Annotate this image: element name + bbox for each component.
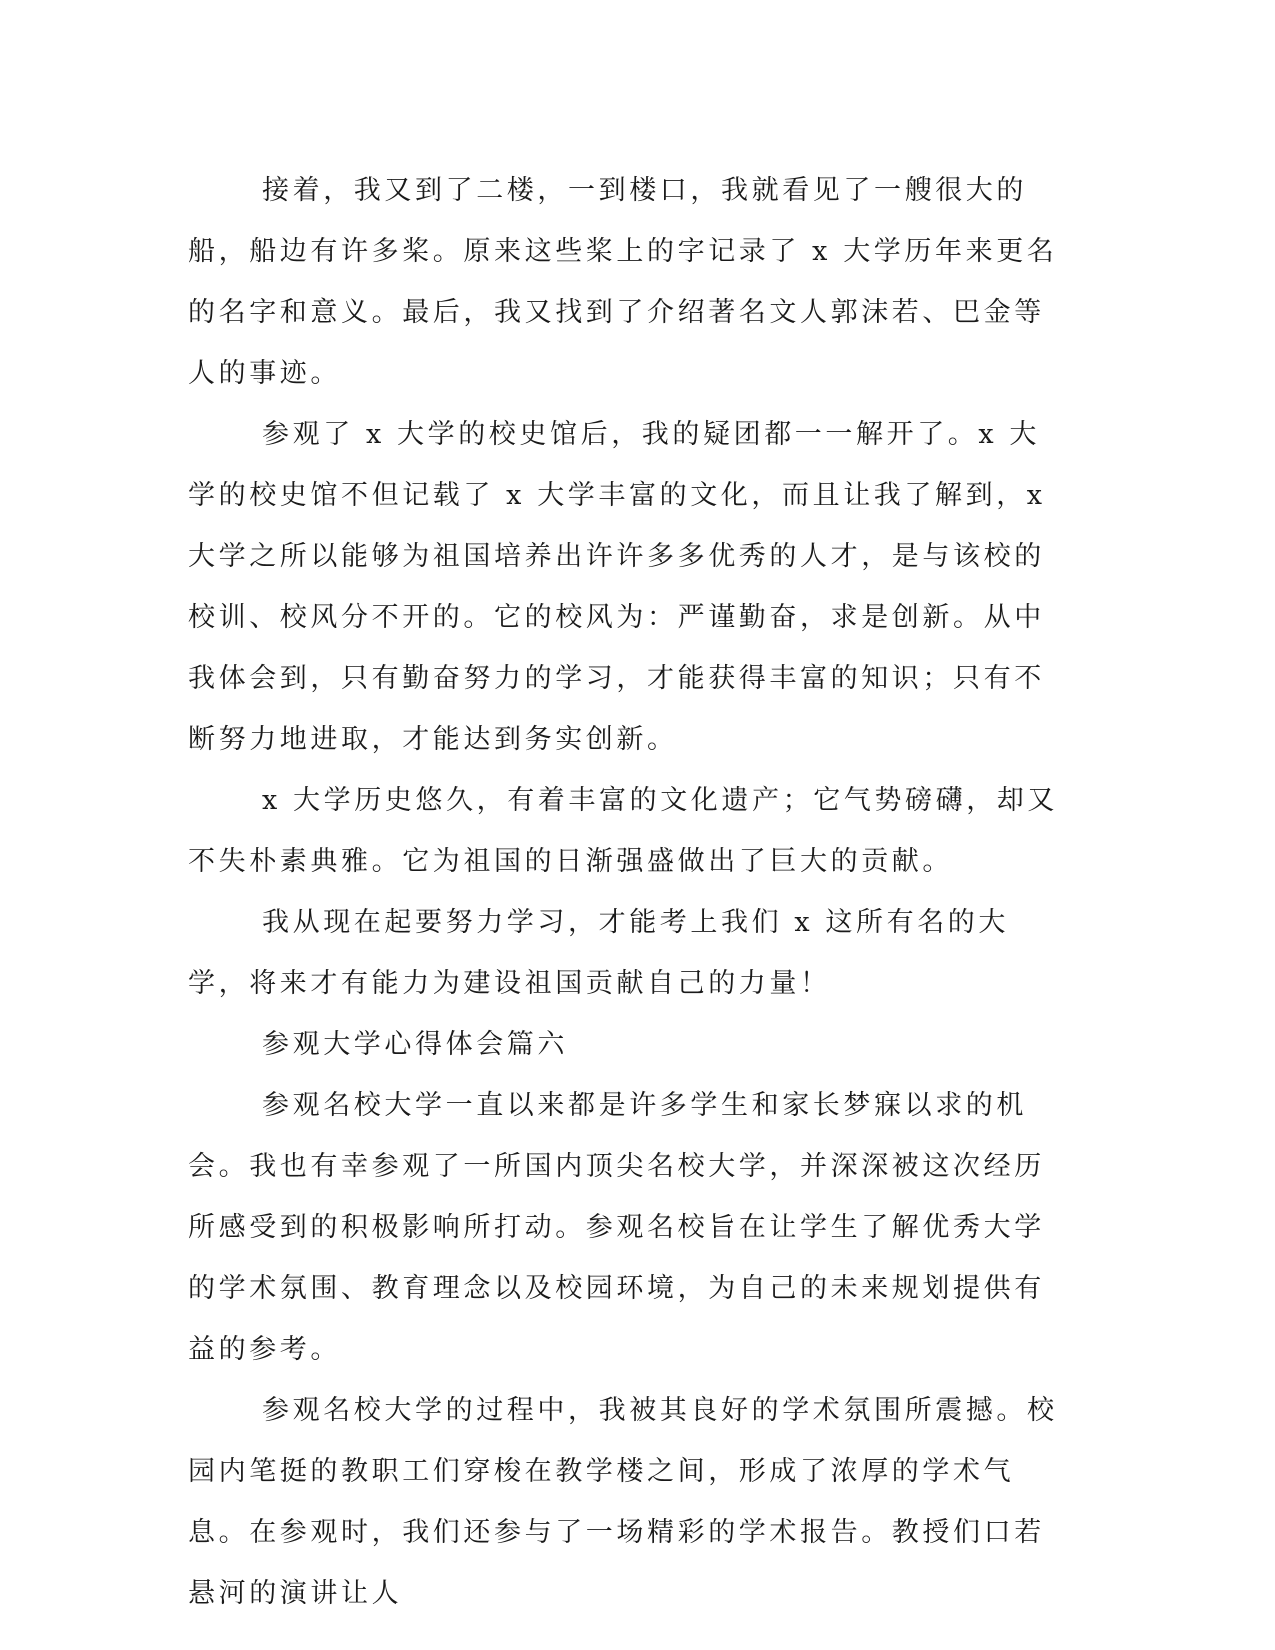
paragraph-resolution: 我从现在起要努力学习，才能考上我们 x 这所有名的大学，将来才有能力为建设祖国贡献自己的力量！ bbox=[188, 907, 1009, 999]
paragraph-university-heritage: x 大学历史悠久，有着丰富的文化遗产；它气势磅礴，却又不失朴素典雅。它为祖国的日渐强盛做出了巨大的贡献。 bbox=[188, 785, 1059, 877]
document-body bbox=[188, 160, 1068, 1624]
paragraph-visit-intro: 参观名校大学一直以来都是许多学生和家长梦寐以求的机会。我也有幸参观了一所国内顶尖名校大学，并深深被这次经历所感受到的积极影响所打动。参观名校旨在让学生了解优秀大学的学术氛围、教育理念以及校园环境，为自己的未来规划提供有益的参考。 bbox=[188, 1090, 1045, 1365]
paragraph-history-museum: 参观了 x 大学的校史馆后，我的疑团都一一解开了。x 大学的校史馆不但记载了 x 大学丰富的文化，而且让我了解到，x 大学之所以能够为祖国培养出许许多多优秀的人才，是与该校的校训、校风分不开的。它的校风为：严谨勤奋，求是创新。从中我体会到，只有勤奋努力的学习，才能获得丰富的知识；只有不断努力地进取，才能达到务实创新。 bbox=[188, 419, 1046, 755]
paragraph-second-floor: 接着，我又到了二楼，一到楼口，我就看见了一艘很大的船，船边有许多桨。原来这些桨上的字记录了 x 大学历年来更名的名字和意义。最后，我又找到了介绍著名文人郭沫若、巴金等人的事迹。 bbox=[188, 175, 1058, 389]
paragraph-academic-atmosphere: 参观名校大学的过程中，我被其良好的学术氛围所震撼。校园内笔挺的教职工们穿梭在教学楼之间，形成了浓厚的学术气息。在参观时，我们还参与了一场精彩的学术报告。教授们口若悬河的演讲让人 bbox=[188, 1395, 1058, 1609]
section-heading: 参观大学心得体会篇六 bbox=[262, 1029, 568, 1060]
